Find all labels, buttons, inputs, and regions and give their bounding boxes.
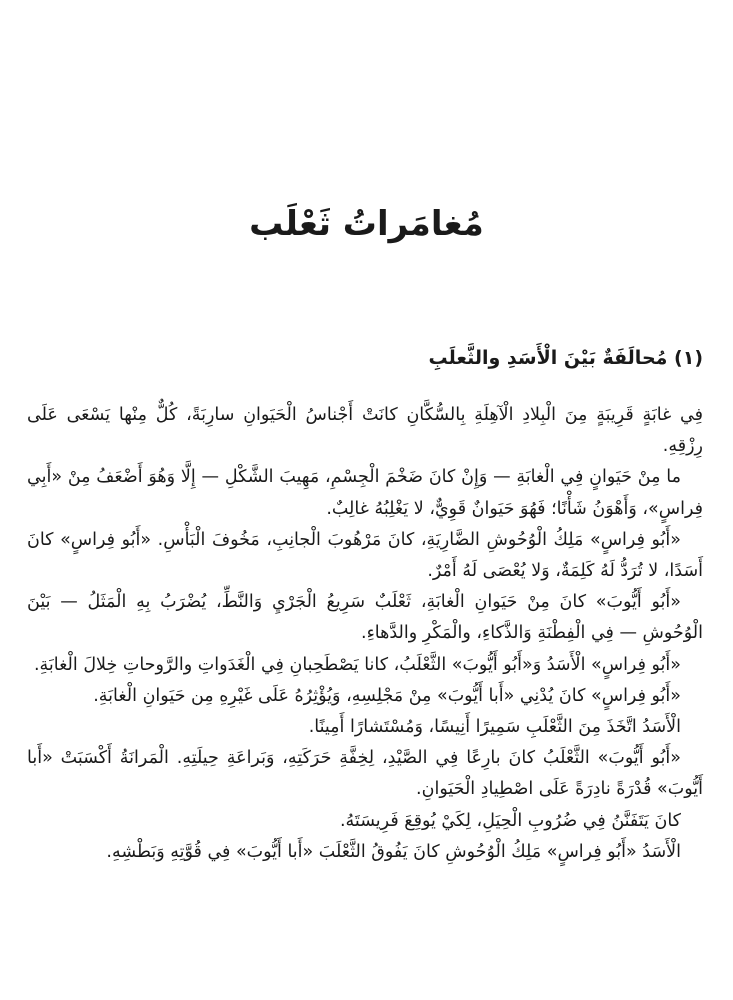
paragraph: «أَبُو أَيُّوبَ» كانَ مِنْ حَيَوانِ الْغابَةِ، ثَعْلَبٌ سَرِيعُ الْجَرْيِ وَالنَّطِّ، يُضْرَبُ بِهِ الْمَثَلُ — بَيْنَ الْوُحُوشِ — فِي الْفِطْنَةِ وَالذَّكاءِ، والْمَكْرِ والدَّهاءِ. [27,592,703,644]
paragraph: «أَبُو فِراسٍ» الْأَسَدُ وَ«أَبُو أَيُّوبَ» الثَّعْلَبُ، كانا يَصْطَحِبانِ فِي الْغَدَواتِ والرَّوحاتِ خِلالَ الْغابَةِ. [33,654,681,675]
paragraph: كانَ يَتَفَنَّنُ فِي ضُرُوبِ الْحِيَلِ، لِكَيْ يُوقِعَ فَرِيسَتَهُ. [339,810,681,831]
paragraph: ما مِنْ حَيَوانٍ فِي الْغابَةِ — وَإِنْ كانَ ضَخْمَ الْجِسْمِ، مَهِيبَ الشَّكْلِ — إِلَّا وَهُوَ أَضْعَفُ مِنْ «أَبِي فِراسٍ»، وَأَهْوَنُ شَأْنًا؛ فَهُوَ حَيَوانٌ قَوِيٌّ، لا يَغْلِبُهُ غالِبٌ. [27,467,703,519]
paragraph: «أَبُو فِراسٍ» مَلِكُ الْوُحُوشِ الضَّارِيَةِ، كانَ مَرْهُوبَ الْجانِبِ، مَخُوفَ الْبَأْسِ. «أَبُو فِراسٍ» كانَ أَسَدًا، لا تُرَدُّ لَهُ كَلِمَةٌ، وَلا يُعْصَى لَهُ أَمْرٌ. [27,529,703,582]
paragraph: الْأَسَدُ «أَبُو فِراسٍ» مَلِكُ الْوُحُوشِ كانَ يَفُوقُ الثَّعْلَبَ «أَبا أَيُّوبَ» فِي قُوَّتِهِ وَبَطْشِهِ. [106,841,681,862]
paragraph: الْأَسَدُ اتَّخَذَ مِنَ الثَّعْلَبِ سَمِيرًا أَنِيسًا، وَمُسْتَشارًا أَمِينًا. [308,717,681,738]
paragraph: فِي غابَةٍ قَرِيبَةٍ مِنَ الْبِلادِ الْآهِلَةِ بِالسُّكَّانِ كانَتْ أَجْناسُ الْحَيَوانِ سارِبَةً، كُلٌّ مِنْها يَسْعَى عَلَى رِزْقِهِ. [27,405,703,457]
paragraph: «أَبُو فِراسٍ» كانَ يُدْنِي «أَبا أَيُّوبَ» مِنْ مَجْلِسِهِ، وَيُؤْثِرُهُ عَلَى غَيْرِهِ مِن حَيَوانِ الْغابَةِ. [93,685,681,706]
body-text [27,400,703,868]
chapter-title: مُغامَراتُ ثَعْلَب [249,204,484,244]
section-heading: (١) مُحالَفَةٌ بَيْنَ الْأَسَدِ والثَّعلَبِ [428,347,703,369]
paragraph: «أَبُو أَيُّوبَ» الثَّعْلَبُ كانَ بارِعًا فِي الصَّيْدِ، لِخِفَّةِ حَرَكَتِهِ، وَبَراعَةِ حِيلَتِهِ. الْمَرانَةُ أَكْسَبَتْ «أَبا أَيُّوبَ» قُدْرَةً نادِرَةً عَلَى اصْطِيادِ الْحَيَوانِ. [27,748,703,800]
